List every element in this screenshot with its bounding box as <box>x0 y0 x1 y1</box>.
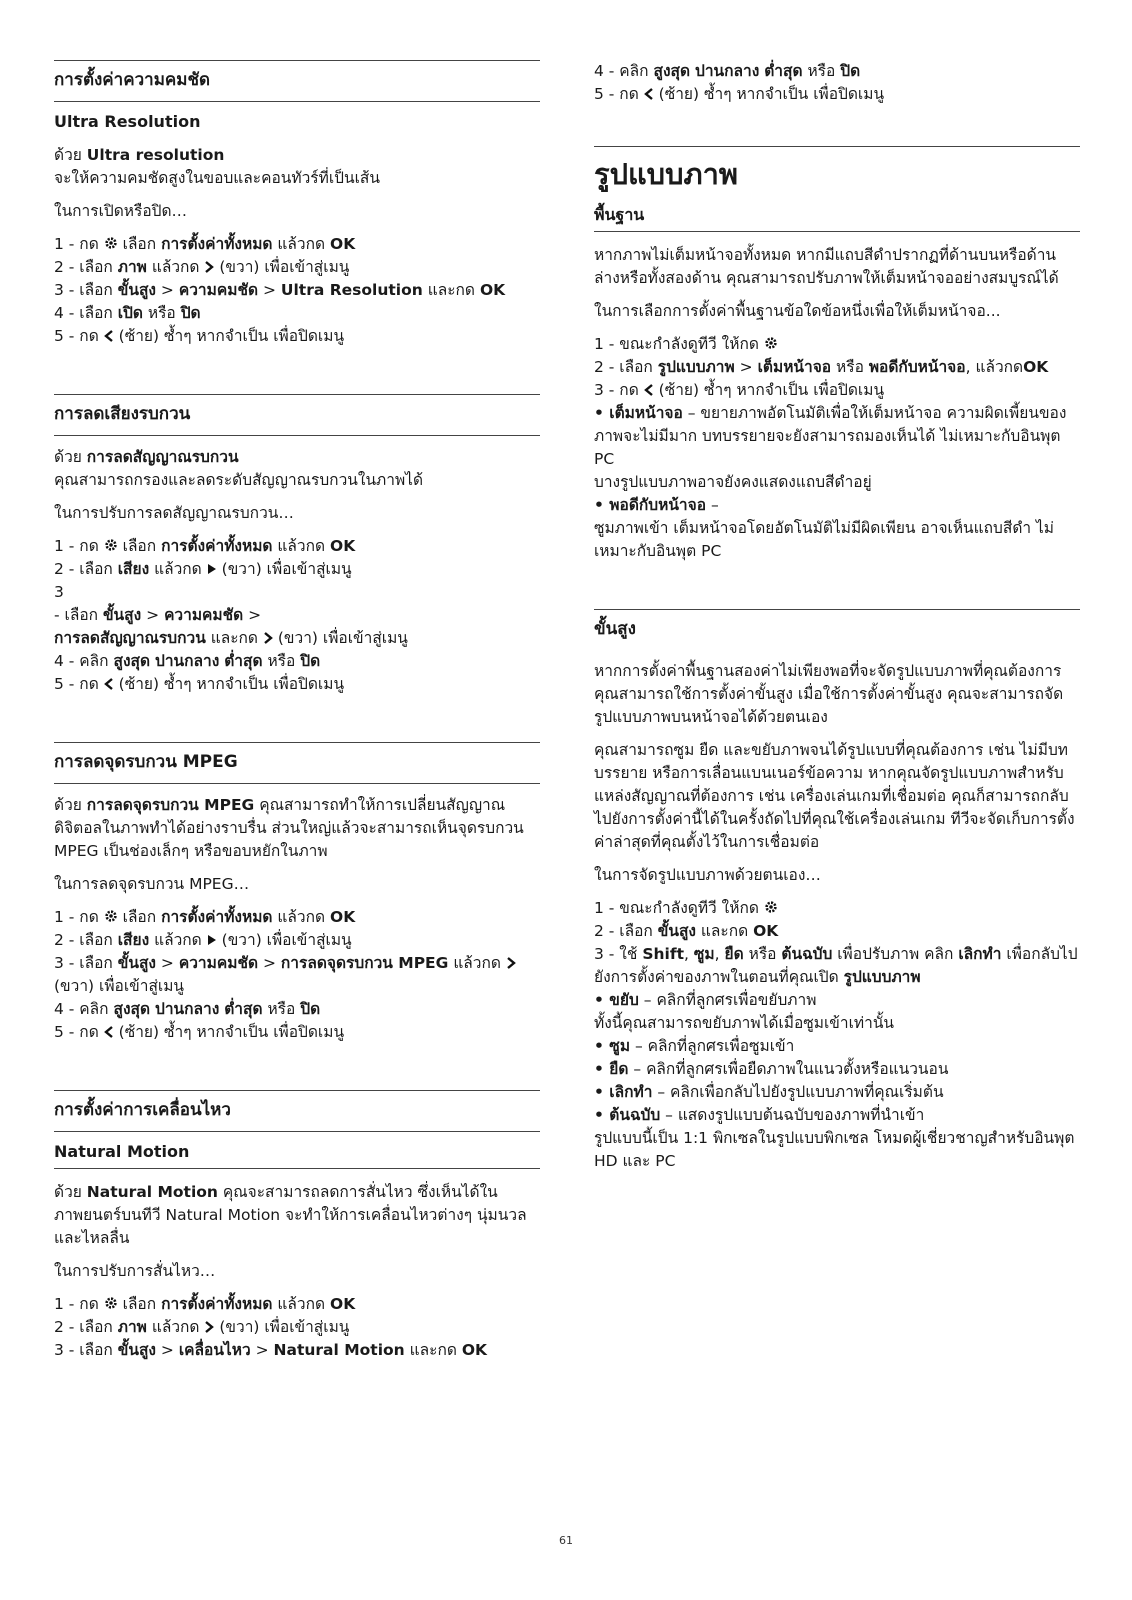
steps-list <box>54 906 540 1044</box>
bold-text: • พอดีกับหน้าจอ <box>594 496 707 514</box>
chevron-left-icon <box>104 330 114 342</box>
bold-text: สูงสุด <box>113 1000 151 1018</box>
bold-text: ปานกลาง <box>695 62 760 80</box>
text: (ซ้าย) ซ้ำๆ หากจำเป็น เพื่อปิดเมนู <box>118 675 345 693</box>
steps-list <box>594 333 1080 563</box>
text: คุณสามารถทำให้การเปลี่ยนสัญญาณดิจิตอลในภาพทำได้อย่างราบรื่น <box>54 796 506 837</box>
text: คุณจะสามารถลดการสั่นไหว ซึ่งเห็นได้ในภาพยนตร์บนทีวี Natural Motion จะทำให้การเคลื่อนไหวต่างๆ นุ่มนวลและไหลลื่น <box>54 1183 527 1247</box>
text: คุณสามารถกรองและลดระดับสัญญาณรบกวนในภาพได้ <box>54 471 424 489</box>
bold-text: • ต้นฉบับ <box>594 1106 661 1124</box>
bold-text: ขั้นสูง <box>102 606 142 624</box>
chevron-left-icon <box>644 384 654 396</box>
text: (ขวา) เพื่อเข้าสู่เมนู <box>221 931 352 949</box>
text: , <box>714 945 720 963</box>
step-2 <box>594 920 1080 943</box>
section-noise-reduction <box>54 394 540 696</box>
text: > <box>739 358 753 376</box>
triangle-right-icon <box>207 934 217 946</box>
text: – คลิกที่ลูกศรเพื่อขยับภาพ <box>643 991 817 1009</box>
paragraph: หากการตั้งค่าพื้นฐานสองค่าไม่เพียงพอที่จะจัดรูปแบบภาพที่คุณต้องการ คุณสามารถใช้การตั้งค่าขั้นสูง เมื่อใช้การตั้งค่าขั้นสูง คุณจะสามารถจัดรูปแบบภาพบนหน้าจอได้ด้วยตนเอง <box>594 662 1064 726</box>
step-1 <box>54 233 540 256</box>
bullet-zoom <box>594 1035 1080 1058</box>
text: หรือ <box>147 304 176 322</box>
bold-text: สูงสุด <box>113 652 151 670</box>
text: 1 - กด <box>54 235 99 253</box>
gear-icon <box>104 1296 118 1310</box>
text: หรือ <box>748 945 777 963</box>
text: (ซ้าย) ซ้ำๆ หากจำเป็น เพื่อปิดเมนู <box>658 85 885 103</box>
text: ด้วย <box>54 448 82 466</box>
text: – แสดงรูปแบบต้นฉบับของภาพที่นำเข้า <box>665 1106 925 1124</box>
bold-text: การลดจุดรบกวน MPEG <box>280 954 449 972</box>
bold-text: ปิด <box>180 304 201 322</box>
text: (ซ้าย) ซ้ำๆ หากจำเป็น เพื่อปิดเมนู <box>118 327 345 345</box>
bullet-fill-screen <box>594 402 1080 471</box>
bold-text: ขั้นสูง <box>117 954 156 972</box>
bullet-stretch <box>594 1058 1080 1081</box>
bold-text: การลดจุดรบกวน MPEG <box>86 796 255 814</box>
text: แล้วกด <box>277 537 326 555</box>
step-4 <box>54 998 540 1021</box>
text: และกด <box>409 1341 457 1359</box>
text: > <box>160 1341 174 1359</box>
chapter-title-bar <box>594 146 1080 197</box>
bold-text: ต่ำสุด <box>764 62 803 80</box>
step-3 <box>54 1339 540 1362</box>
text: หรือ <box>267 1000 296 1018</box>
chevron-right-icon <box>204 261 214 273</box>
text: 4 - คลิก <box>54 1000 109 1018</box>
text: เลือก <box>122 1295 157 1313</box>
bold-text: เปิด <box>117 304 143 322</box>
bullet-undo <box>594 1081 1080 1104</box>
text: > <box>262 954 276 972</box>
text: และกด <box>210 629 258 647</box>
bold-text: ยืด <box>724 945 744 963</box>
step-5 <box>54 325 540 348</box>
bullet-original-note: รูปแบบนี้เป็น 1:1 พิกเซลในรูปแบบพิกเซล โหมดผู้เชี่ยวชาญสำหรับอินพุต HD และ PC <box>594 1129 1075 1170</box>
text: หรือ <box>836 358 864 376</box>
subsection-title: Natural Motion <box>54 1142 540 1169</box>
text: (ซ้าย) ซ้ำๆ หากจำเป็น เพื่อปิดเมนู <box>118 1023 345 1041</box>
section-picture-format <box>594 146 1080 1173</box>
section-motion <box>54 1090 540 1362</box>
bullet-shift <box>594 989 1080 1012</box>
text: 2 - เลือก <box>54 560 113 578</box>
section-title-bar <box>54 60 540 102</box>
bold-text: ขั้นสูง <box>117 281 156 299</box>
text: 1 - ขณะกำลังดูทีวี ให้กด <box>594 335 759 353</box>
text: – <box>710 496 719 514</box>
text: 1 - กด <box>54 1295 99 1313</box>
text: 5 - กด <box>54 327 99 345</box>
bullet-original <box>594 1104 1080 1127</box>
text: จะให้ความคมชัดสูงในขอบและคอนทัวร์ที่เป็นเส้น <box>54 169 380 187</box>
step-3 <box>54 604 540 650</box>
text: 5 - กด <box>594 85 639 103</box>
text: 3 - กด <box>594 381 639 399</box>
section-title-bar <box>54 1090 540 1132</box>
text: 4 - เลือก <box>54 304 113 322</box>
paragraph: ในการเปิดหรือปิด… <box>54 202 188 220</box>
subsection-title: พื้นฐาน <box>594 205 1080 232</box>
bold-text: การลดสัญญาณรบกวน <box>86 448 239 466</box>
text: เลือก <box>122 537 157 555</box>
step-2 <box>54 256 540 279</box>
step-4 <box>54 650 540 673</box>
text: 2 - เลือก <box>54 258 113 276</box>
section-continuation <box>594 60 1080 106</box>
text: หรือ <box>807 62 836 80</box>
bold-text: Natural Motion <box>273 1341 405 1359</box>
bold-text: OK <box>330 908 356 926</box>
text: (ขวา) เพื่อเข้าสู่เมนู <box>219 1318 350 1336</box>
subsection-title: Ultra Resolution <box>54 112 201 131</box>
step-3 <box>54 279 540 302</box>
step-2 <box>54 929 540 952</box>
subsection-title-bar <box>594 609 1080 650</box>
paragraph: ในการเลือกการตั้งค่าพื้นฐานข้อใดข้อหนึ่งเพื่อให้เต็มหน้าจอ... <box>594 302 1001 320</box>
chevron-left-icon <box>104 1026 114 1038</box>
text: > <box>255 1341 269 1359</box>
bold-text: ปานกลาง <box>155 1000 220 1018</box>
text: เลือก <box>122 235 157 253</box>
step-3 <box>54 952 540 998</box>
gear-icon <box>764 336 778 350</box>
bold-text: ซูม <box>693 945 715 963</box>
step-1 <box>54 906 540 929</box>
text: 2 - เลือก <box>594 358 653 376</box>
left-column <box>54 60 540 1408</box>
text: เลือก <box>122 908 157 926</box>
bold-text: Ultra Resolution <box>280 281 423 299</box>
bold-text: OK <box>1023 358 1049 376</box>
bold-text: • ซูม <box>594 1037 631 1055</box>
text: - เลือก <box>54 606 99 624</box>
text: แล้วกด <box>154 560 202 578</box>
text: เพื่อกลับไปยังการตั้งค่าของภาพในตอนที่คุณเปิด <box>594 945 1078 986</box>
step-1 <box>54 535 540 558</box>
paragraph: ในการจัดรูปแบบภาพด้วยตนเอง… <box>594 866 821 884</box>
bold-text: ปิด <box>300 1000 321 1018</box>
chevron-left-icon <box>644 88 654 100</box>
paragraph <box>54 794 540 863</box>
bold-text: • เลิกทำ <box>594 1083 653 1101</box>
text: > <box>160 281 174 299</box>
text: แล้วกด <box>277 908 326 926</box>
text: หรือ <box>267 652 296 670</box>
right-column <box>594 60 1080 1219</box>
bold-text: เลิกทำ <box>958 945 1002 963</box>
bold-text: ความคมชัด <box>178 954 259 972</box>
section-mpeg-artefact <box>54 742 540 1044</box>
bold-text: Shift <box>642 945 685 963</box>
section-sharpness <box>54 60 540 348</box>
text: และกด <box>700 922 749 940</box>
section-title: การลดจุดรบกวน MPEG <box>54 752 238 772</box>
step-3 <box>594 943 1080 989</box>
text: และกด <box>427 281 475 299</box>
bold-text: OK <box>753 922 779 940</box>
text: แล้วกด <box>154 931 202 949</box>
text: แล้วกด <box>277 1295 326 1313</box>
bold-text: OK <box>461 1341 488 1359</box>
text: – ขยายภาพอัตโนมัติเพื่อให้เต็มหน้าจอ ความผิดเพี้ยนของภาพจะไม่มีมาก บทบรรยายจะยังสามารถมองเห็นได้ ไม่เหมาะกับอินพุต PC <box>594 404 1067 468</box>
step-2 <box>594 356 1080 379</box>
bold-text: • ขยับ <box>594 991 639 1009</box>
bold-text: ขั้นสูง <box>117 1341 156 1359</box>
step-2 <box>54 558 540 581</box>
bold-text: ภาพ <box>117 258 147 276</box>
text: , <box>684 945 689 963</box>
text: – คลิกที่ลูกศรเพื่อซูมเข้า <box>634 1037 795 1055</box>
bold-text: OK <box>330 235 356 253</box>
text: – คลิกเพื่อกลับไปยังรูปแบบภาพที่คุณเริ่มต้น <box>657 1083 944 1101</box>
gear-icon <box>764 900 778 914</box>
text: 3 - ใช้ <box>594 945 638 963</box>
text: 3 - เลือก <box>54 1341 113 1359</box>
bold-text: เต็มหน้าจอ <box>757 358 832 376</box>
bold-text: สูงสุด <box>653 62 691 80</box>
bullet-fit-desc: ซูมภาพเข้า เต็มหน้าจอโดยอัตโนมัติไม่มีผิดเพียน อาจเห็นแถบสีดำ ไม่เหมาะกับอินพุต PC <box>594 519 1055 560</box>
paragraph: ในการปรับการลดสัญญาณรบกวน… <box>54 504 294 522</box>
bold-text: OK <box>479 281 506 299</box>
bold-text: ต้นฉบับ <box>781 945 833 963</box>
bold-text: การตั้งค่าทั้งหมด <box>161 908 273 926</box>
chevron-right-icon <box>506 957 516 969</box>
text: 1 - กด <box>54 908 99 926</box>
bullet-shift-note: ทั้งนี้คุณสามารถขยับภาพได้เมื่อซูมเข้าเท่านั้น <box>594 1014 895 1032</box>
section-title: การตั้งค่าการเคลื่อนไหว <box>54 1100 231 1120</box>
step-4 <box>594 60 1080 83</box>
bold-text: ปิด <box>300 652 321 670</box>
step-5 <box>594 83 1080 106</box>
steps-list <box>54 1293 540 1362</box>
bold-text: ปิด <box>840 62 861 80</box>
step-5 <box>54 1021 540 1044</box>
paragraph: หากภาพไม่เต็มหน้าจอทั้งหมด หากมีแถบสีดำปรากฏที่ด้านบนหรือด้านล่างหรือทั้งสองด้าน คุณสามารถปรับภาพให้เต็มหน้าจออย่างสมบูรณ์ได้ <box>594 246 1059 287</box>
bold-text: Natural Motion <box>86 1183 218 1201</box>
bold-text: OK <box>330 1295 356 1313</box>
text: , <box>965 358 971 376</box>
text: (ซ้าย) ซ้ำๆ หากจำเป็น เพื่อปิดเมนู <box>658 381 885 399</box>
bold-text: ภาพ <box>117 1318 147 1336</box>
bold-text: ความคมชัด <box>164 606 244 624</box>
text: 1 - ขณะกำลังดูทีวี ให้กด <box>594 899 759 917</box>
text: 2 - เลือก <box>594 922 653 940</box>
page-number: 61 <box>559 1534 573 1547</box>
paragraph <box>54 446 540 492</box>
text: แล้วกด <box>975 358 1024 376</box>
bold-text: เสียง <box>117 931 150 949</box>
steps-list <box>54 233 540 348</box>
paragraph <box>54 1181 540 1250</box>
chevron-right-icon <box>204 1321 214 1333</box>
text: ด้วย <box>54 796 82 814</box>
text: (ขวา) เพื่อเข้าสู่เมนู <box>277 629 408 647</box>
text: 4 - คลิก <box>54 652 109 670</box>
text: ส่วนใหญ่แล้วจะสามารถเห็นจุดรบกวน MPEG เป็นช่องเล็กๆ หรือขอบหยักในภาพ <box>54 819 524 860</box>
chevron-left-icon <box>104 678 114 690</box>
text: 2 - เลือก <box>54 931 113 949</box>
section-title-bar <box>54 742 540 784</box>
subsection-title: ขั้นสูง <box>594 619 636 639</box>
text: แล้วกด <box>453 954 501 972</box>
text: > <box>262 281 276 299</box>
steps-list <box>54 535 540 696</box>
text: – คลิกที่ลูกศรเพื่อยืดภาพในแนวตั้งหรือแนวนอน <box>633 1060 949 1078</box>
text: 5 - กด <box>54 675 99 693</box>
triangle-right-icon <box>207 563 217 575</box>
text: 3 - เลือก <box>54 281 113 299</box>
step-1 <box>594 333 1080 356</box>
bold-text: • ยืด <box>594 1060 629 1078</box>
text: (ขวา) เพื่อเข้าสู่เมนู <box>221 560 352 578</box>
bold-text: ต่ำสุด <box>224 1000 263 1018</box>
bold-text: ความคมชัด <box>178 281 259 299</box>
text: ด้วย <box>54 1183 82 1201</box>
bold-text: รูปแบบภาพ <box>657 358 735 376</box>
bullet-fit-screen <box>594 494 1080 517</box>
paragraph <box>54 144 540 190</box>
text: ด้วย <box>54 146 82 164</box>
bold-text: Ultra resolution <box>86 146 225 164</box>
section-title: การตั้งค่าความคมชัด <box>54 70 211 90</box>
text: 2 - เลือก <box>54 1318 113 1336</box>
section-title: การลดเสียงรบกวน <box>54 404 191 424</box>
bold-text: ปานกลาง <box>155 652 220 670</box>
step-4 <box>54 302 540 325</box>
bold-text: ต่ำสุด <box>224 652 263 670</box>
text: (ขวา) เพื่อเข้าสู่เมนู <box>219 258 350 276</box>
text: 5 - กด <box>54 1023 99 1041</box>
step-3-number: 3 <box>54 583 64 601</box>
paragraph: คุณสามารถซูม ยืด และขยับภาพจนได้รูปแบบที่คุณต้องการ เช่น ไม่มีบทบรรยาย หรือการเลื่อนแบนเนอร์ข้อความ หากคุณจัดรูปแบบภาพสำหรับแหล่งสัญญาณที่ต้องการ เช่น เครื่องเล่นเกมที่เชื่อมต่อ คุณก็สามารถกลับไปยังการตั้งค่านี้ได้ในครั้งถัดไปที่คุณใช้เครื่องเล่นเกม ทีวีจะจัดเก็บการตั้งค่าล่าสุดที่คุณตั้งไว้ในการเชื่อมต่อ <box>594 741 1075 851</box>
step-2 <box>54 1316 540 1339</box>
chapter-title: รูปแบบภาพ <box>594 157 739 191</box>
gear-icon <box>104 236 118 250</box>
steps-list <box>594 897 1080 1173</box>
bold-text: การลดสัญญาณรบกวน <box>54 629 206 647</box>
bold-text: พอดีกับหน้าจอ <box>868 358 966 376</box>
text: (ขวา) เพื่อเข้าสู่เมนู <box>54 977 185 995</box>
gear-icon <box>104 909 118 923</box>
bold-text: รูปแบบภาพ <box>843 968 921 986</box>
paragraph: ในการปรับการสั่นไหว… <box>54 1262 216 1280</box>
text: > <box>146 606 160 624</box>
paragraph: ในการลดจุดรบกวน MPEG… <box>54 875 250 893</box>
text: > <box>160 954 174 972</box>
bullet-note: บางรูปแบบภาพอาจยังคงแสดงแถบสีดำอยู่ <box>594 473 872 491</box>
chevron-right-icon <box>263 632 273 644</box>
bold-text: เสียง <box>117 560 150 578</box>
step-1 <box>54 1293 540 1316</box>
text: 3 - เลือก <box>54 954 113 972</box>
text: แล้วกด <box>151 258 200 276</box>
bold-text: เคลื่อนไหว <box>178 1341 251 1359</box>
bold-text: ขั้นสูง <box>657 922 696 940</box>
text: 1 - กด <box>54 537 99 555</box>
section-title-bar <box>54 394 540 436</box>
step-3 <box>594 379 1080 402</box>
text: เพื่อปรับภาพ คลิก <box>837 945 954 963</box>
step-1 <box>594 897 1080 920</box>
bold-text: การตั้งค่าทั้งหมด <box>161 537 273 555</box>
bold-text: การตั้งค่าทั้งหมด <box>161 1295 273 1313</box>
step-5 <box>54 673 540 696</box>
bold-text: • เต็มหน้าจอ <box>594 404 683 422</box>
gear-icon <box>104 538 118 552</box>
text: 4 - คลิก <box>594 62 649 80</box>
text: > <box>248 606 262 624</box>
bold-text: การตั้งค่าทั้งหมด <box>161 235 273 253</box>
text: แล้วกด <box>151 1318 200 1336</box>
bold-text: OK <box>330 537 356 555</box>
text: แล้วกด <box>277 235 326 253</box>
